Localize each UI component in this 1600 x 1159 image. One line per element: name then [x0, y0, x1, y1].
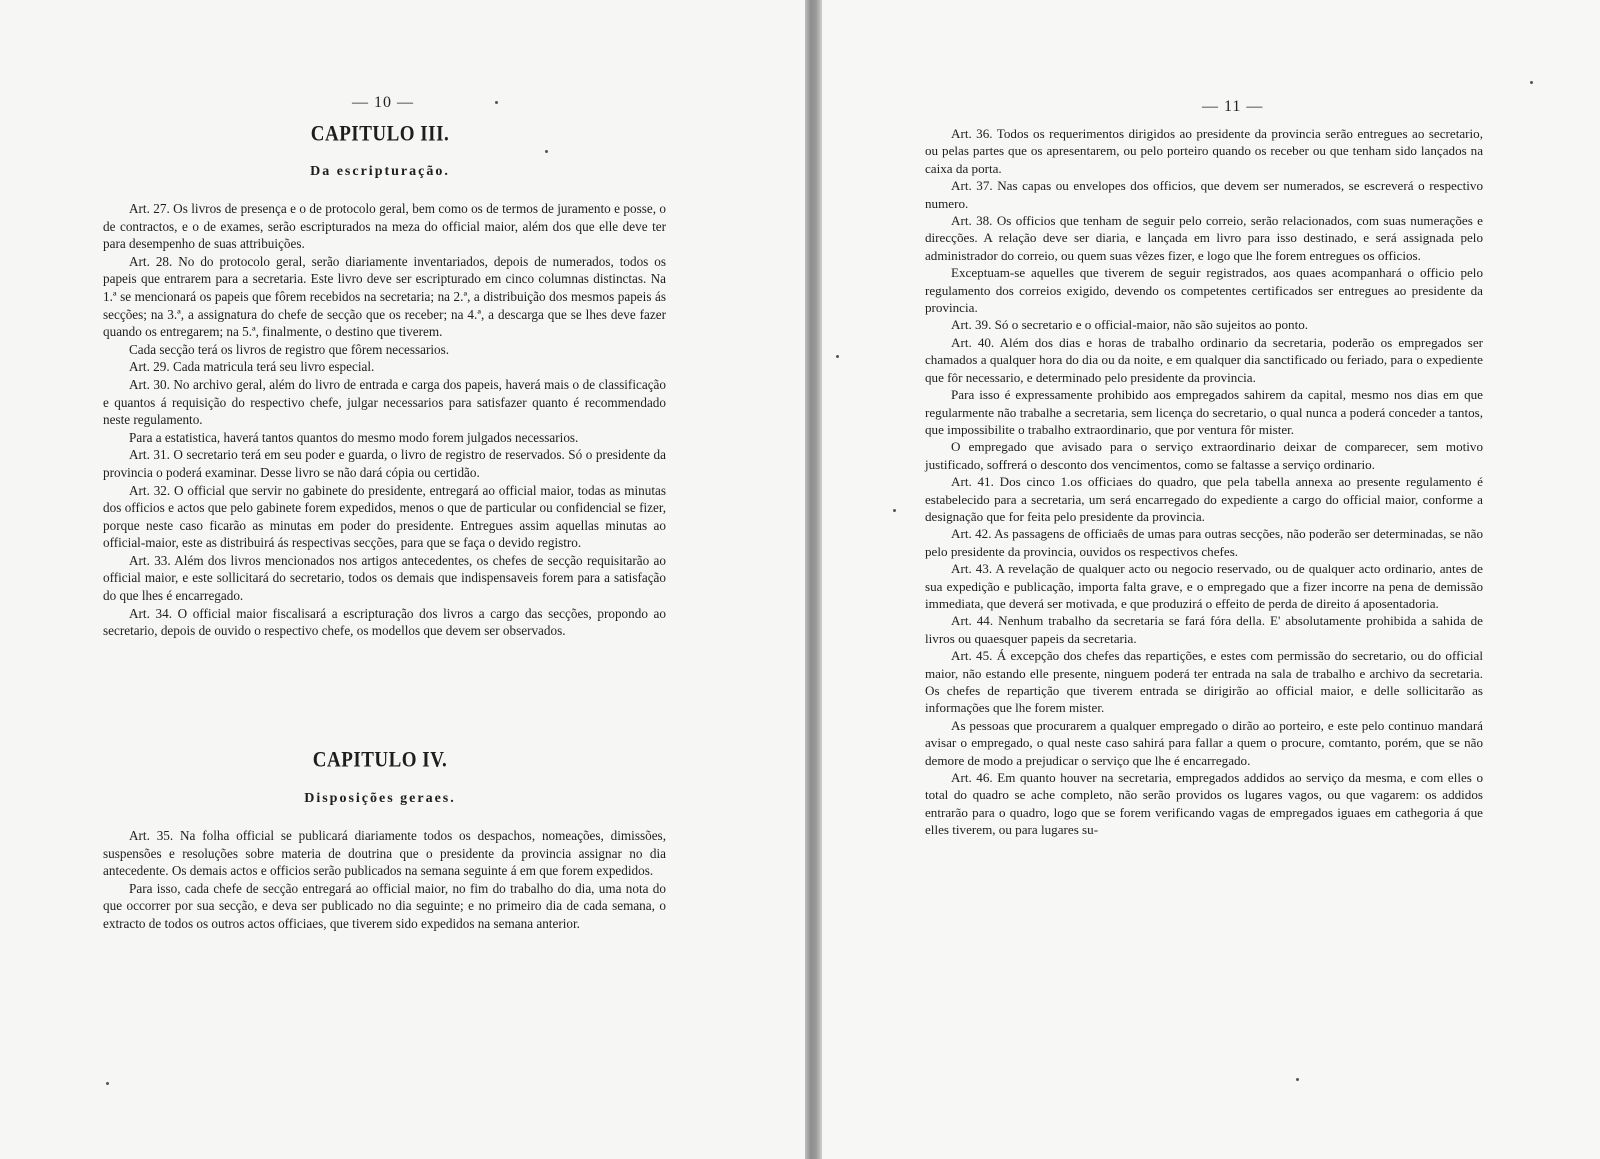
chapter-3-title: CAPITULO III. [310, 122, 450, 147]
chapter-4-title: CAPITULO IV. [312, 748, 448, 773]
book-gutter [805, 0, 822, 1159]
scan-speck [106, 1082, 109, 1085]
chapter-4-subtitle: Disposições geraes. [304, 791, 456, 806]
paragraph: Art. 39. Só o secretario e o official-maior, não são sujeitos ao ponto. [951, 317, 1309, 333]
paragraph: O empregado que avisado para o serviço extraordinario deixar de comparecer, sem motivo justificado, soffrerá o desconto dos vencimentos, como se faltasse a serviço ordinario. [925, 439, 1483, 472]
paragraph: Art. 42. As passagens de officiaês de umas para outras secções, não poderão ser determinadas, se não pelo presidente da provincia, ouvidos os respectivos chefes. [925, 526, 1483, 559]
paragraph: Para isso, cada chefe de secção entregará ao official maior, no fim do trabalho do dia, uma nota do que occorrer por sua secção, e deva ser publicado no dia seguinte; e no primeiro dia de cada semana, o extracto de todos os outros actos officiaes, que tiverem sido expedidos na semana anterior. [103, 880, 666, 931]
paragraph: Art. 36. Todos os requerimentos dirigidos ao presidente da provincia serão entregues ao secretario, ou pelas partes que os apresentarem, ou pelo porteiro quando os receber ou que tenham sido lançados na caixa da porta. [925, 126, 1483, 176]
paragraph: Art. 31. O secretario terá em seu poder e guarda, o livro de registro de reservados. Só o presidente da provincia o poderá examinar. Desse livro se não dará cópia ou certidão. [103, 447, 666, 480]
paragraph: Art. 34. O official maior fiscalisará a escripturação dos livros a cargo das secções, propondo ao secretario, depois de ouvido o respectivo chefe, os modellos que devem ser observados. [103, 605, 666, 639]
paragraph: Art. 45. Á excepção dos chefes das repartições, e estes com permissão do secretario, ou do official maior, não estando elle presente, ninguem poderá ter entrada na sala de trabalho e archivo da secretaria. Os chefes de repartição que tiverem entrada se dirigirão ao official maior, e delle sollicitarão as informações que lhe forem mister. [925, 648, 1483, 716]
paragraph: Exceptuam-se aquelles que tiverem de seguir registrados, aos quaes acompanhará o officio pelo regulamento dos correios exigido, devendo os competentes certificados ser entregues ao presidente da provincia. [925, 265, 1483, 316]
scan-speck [1296, 1078, 1299, 1081]
scan-speck [545, 150, 548, 153]
scan-speck [836, 355, 839, 358]
paragraph: Art. 38. Os officios que tenham de seguir pelo correio, serão relacionados, com suas numerações e direcções. A relação deve ser diaria, e lançada em livro para isso destinado, e será assignada pelo administrador do correio, ou quem suas vêzes fizer, e logo que lhe forem entregues os officios. [925, 213, 1483, 263]
right-page-number: — 11 — [1202, 98, 1264, 115]
paragraph: Art. 35. Na folha official se publicará diariamente todos os despachos, nomeações, dimissões, suspensões e resoluções sobre materia de doutrina que o presidente da provincia assignar no dia antecedente. Os demais actos e officios serão publicados na semana seguinte á em que forem expedidos. [103, 828, 666, 879]
left-page-number: — 10 — [352, 94, 414, 111]
paragraph: Art. 27. Os livros de presença e o de protocolo geral, bem como os de termos de juramento e posse, o de contractos, e o de exames, serão escripturados na meza do official maior, além dos que elle deve ter para desempenho de suas attribuições. [103, 201, 666, 252]
paragraph: Art. 43. A revelação de qualquer acto ou negocio reservado, ou de qualquer acto ordinario, antes de sua expedição e publicação, importa falta grave, e o empregado que a fizer incorre na pena de demissão immediata, que deverá ser motivada, e que produzirá o effeito de perda de direito á aposentadoria. [925, 561, 1483, 611]
scan-speck [893, 509, 896, 512]
paragraph: Art. 32. O official que servir no gabinete do presidente, entregará ao official maior, todas as minutas dos officios e actos que pelo gabinete forem expedidos, menos o que de particular ou confidencial se fizer, porque neste caso ficarão as minutas em poder do presidente. Entregues assim aquellas minutas ao official-maior, este as distribuirá ás respectivas secções, para que se faça o devido registro. [103, 482, 666, 551]
paragraph: Art. 44. Nenhum trabalho da secretaria se fará fóra della. E' absolutamente prohibida a sahida de livros ou quaesquer papeis da secretaria. [925, 613, 1483, 646]
paragraph: Cada secção terá os livros de registro que fôrem necessarios. [129, 341, 450, 357]
paragraph: Para a estatistica, haverá tantos quantos do mesmo modo forem julgados necessarios. [129, 429, 579, 445]
paragraph: Art. 46. Em quanto houver na secretaria, empregados addidos ao serviço da mesma, e com elles o total do quadro se ache completo, não serão providos os lugares vagos, ou que vagarem: os addidos entrarão para o quadro, logo que se forem verificando vagas de empregados iguaes em cathegoria á que elles tiverem, ou para lugares su- [925, 770, 1483, 838]
paragraph: Art. 30. No archivo geral, além do livro de entrada e carga dos papeis, haverá mais o de classificação e quantos á requisição do respectivo chefe, julgar necessarios para satisfazer quanto é recommendado neste regulamento. [103, 376, 666, 428]
chapter-4-text [103, 827, 666, 933]
chapter-3-subtitle: Da escripturação. [310, 164, 450, 179]
paragraph: Art. 28. No do protocolo geral, serão diariamente inventariados, depois de numerados, todos os papeis que entrarem para a secretaria. Este livro deve ser escripturado em cinco columnas distinctas. Na 1.ª se mencionará os papeis que fôrem recebidos na secretaria; na 2.ª, a distribuição dos mesmos papeis ás secções; na 3.ª, a assignatura do chefe de secção que os receber; na 4.ª, a descarga que se lhes deve fazer quando os entregarem; na 5.ª, finalmente, o destino que tiverem. [103, 253, 666, 340]
paragraph: Art. 33. Além dos livros mencionados nos artigos antecedentes, os chefes de secção requisitarão ao official maior, e este sollicitará do secretario, todos os demais que indispensaveis forem para a satisfação do que lhes é encarregado. [103, 552, 666, 604]
scan-speck [1530, 81, 1533, 84]
paragraph: Para isso é expressamente prohibido aos empregados sahirem da capital, mesmo nos dias em que regularmente não trabalhe a secretaria, sem licença do secretario, o qual nunca a poderá conceder a tantos, que impossibilite o trabalho extraordinario, que por ventura fôr mister. [925, 387, 1483, 437]
paragraph: Art. 37. Nas capas ou envelopes dos officios, que devem ser numerados, se escreverá o respectivo numero. [925, 178, 1483, 211]
paragraph: Art. 29. Cada matricula terá seu livro especial. [129, 359, 375, 375]
paragraph: Art. 41. Dos cinco 1.os officiaes do quadro, que pela tabella annexa ao presente regulamento é estabelecido para a secretaria, um será encarregado do expediente a cargo do official maior, conforme a designação que for feita pelo presidente da provincia. [925, 474, 1483, 524]
scan-speck [495, 101, 498, 104]
chapter-3-text [103, 200, 666, 640]
paragraph: As pessoas que procurarem a qualquer empregado o dirão ao porteiro, e este pelo continuo mandará avisar o empregado, o qual neste caso sahirá para fallar a quem o procure, comtanto, porém, que se não demore de modo a prejudicar o serviço que lhe é encarregado. [925, 717, 1483, 768]
right-page-text [925, 125, 1483, 839]
paragraph: Art. 40. Além dos dias e horas de trabalho ordinario da secretaria, poderão os empregados ser chamados a qualquer hora do dia ou da noite, e em qualquer dia sanctificado ou feriado, para o expediente que fôr necessario, e determinado pelo presidente da provincia. [925, 334, 1483, 385]
